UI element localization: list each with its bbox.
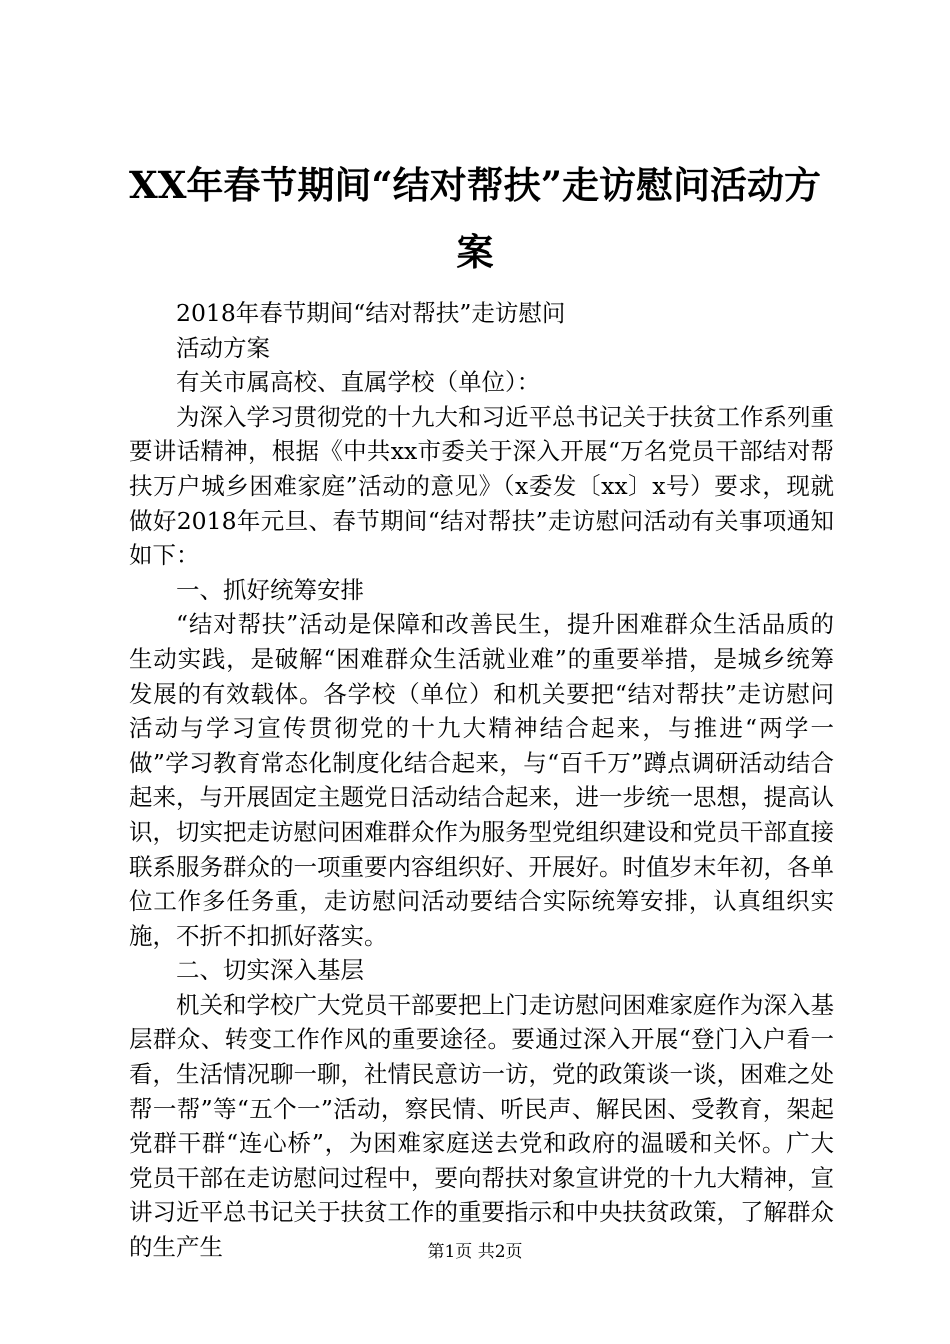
document-title [120,152,830,286]
salutation: 有关市属高校、直属学校（单位）： [176,368,541,397]
section-paragraph-2: 机关和学校广大党员干部要把上门走访慰问困难家庭作为深入基层群众、转变工作作风的重要途径。要通过深入开展“登门入户看一看，生活情况聊一聊，社情民意访一访，党的政策谈一谈，困难之处帮一帮”等“五个一”活动，察民情、听民声、解民困、受教育，架起党群干群“连心桥”，为困难家庭送去党和政府的温暖和关怀。广大党员干部在走访慰问过程中，要向帮扶对象宣讲党的十九大精神，宣讲习近平总书记关于扶贫工作的重要指示和中央扶贫政策，了解群众的生产生 [129,990,834,1262]
section-heading-1: 一、抓好统筹安排 [176,575,364,604]
subtitle-line-1: 2018年春节期间“结对帮扶”走访慰问 [176,299,566,327]
section-paragraph-1: “结对帮扶”活动是保障和改善民生，提升困难群众生活品质的生动实践，是破解“困难群众生活就业难”的重要举措，是城乡统筹发展的有效载体。各学校（单位）和机关要把“结对帮扶”走访慰问活动与学习宣传贯彻党的十九大精神结合起来，与推进“两学一做”学习教育常态化制度化结合起来，与“百千万”蹲点调研活动结合起来，与开展固定主题党日活动结合起来，进一步统一思想，提高认识，切实把走访慰问困难群众作为服务型党组织建设和党员干部直接联系服务群众的一项重要内容组织好、开展好。时值岁末年初，各单位工作多任务重，走访慰问活动要结合实际统筹安排，认真组织实施，不折不扣抓好落实。 [129,610,834,950]
document-body [129,296,834,1265]
document-title-line-2: 案 [456,230,494,274]
section-heading-2: 二、切实深入基层 [176,956,364,985]
intro-paragraph: 为深入学习贯彻党的十九大和习近平总书记关于扶贫工作系列重要讲话精神，根据《中共xx市委关于深入开展“万名党员干部结对帮扶万户城乡困难家庭”活动的意见》（x委发〔xx〕x号）要求，现就做好2018年元旦、春节期间“结对帮扶”走访慰问活动有关事项通知如下： [129,402,834,570]
subtitle-line-2: 活动方案 [176,333,270,362]
document-title-line-1: XX年春节期间“结对帮扶”走访慰问活动方 [129,163,821,207]
page-number-footer: 第1页 共2页 [427,1242,523,1262]
